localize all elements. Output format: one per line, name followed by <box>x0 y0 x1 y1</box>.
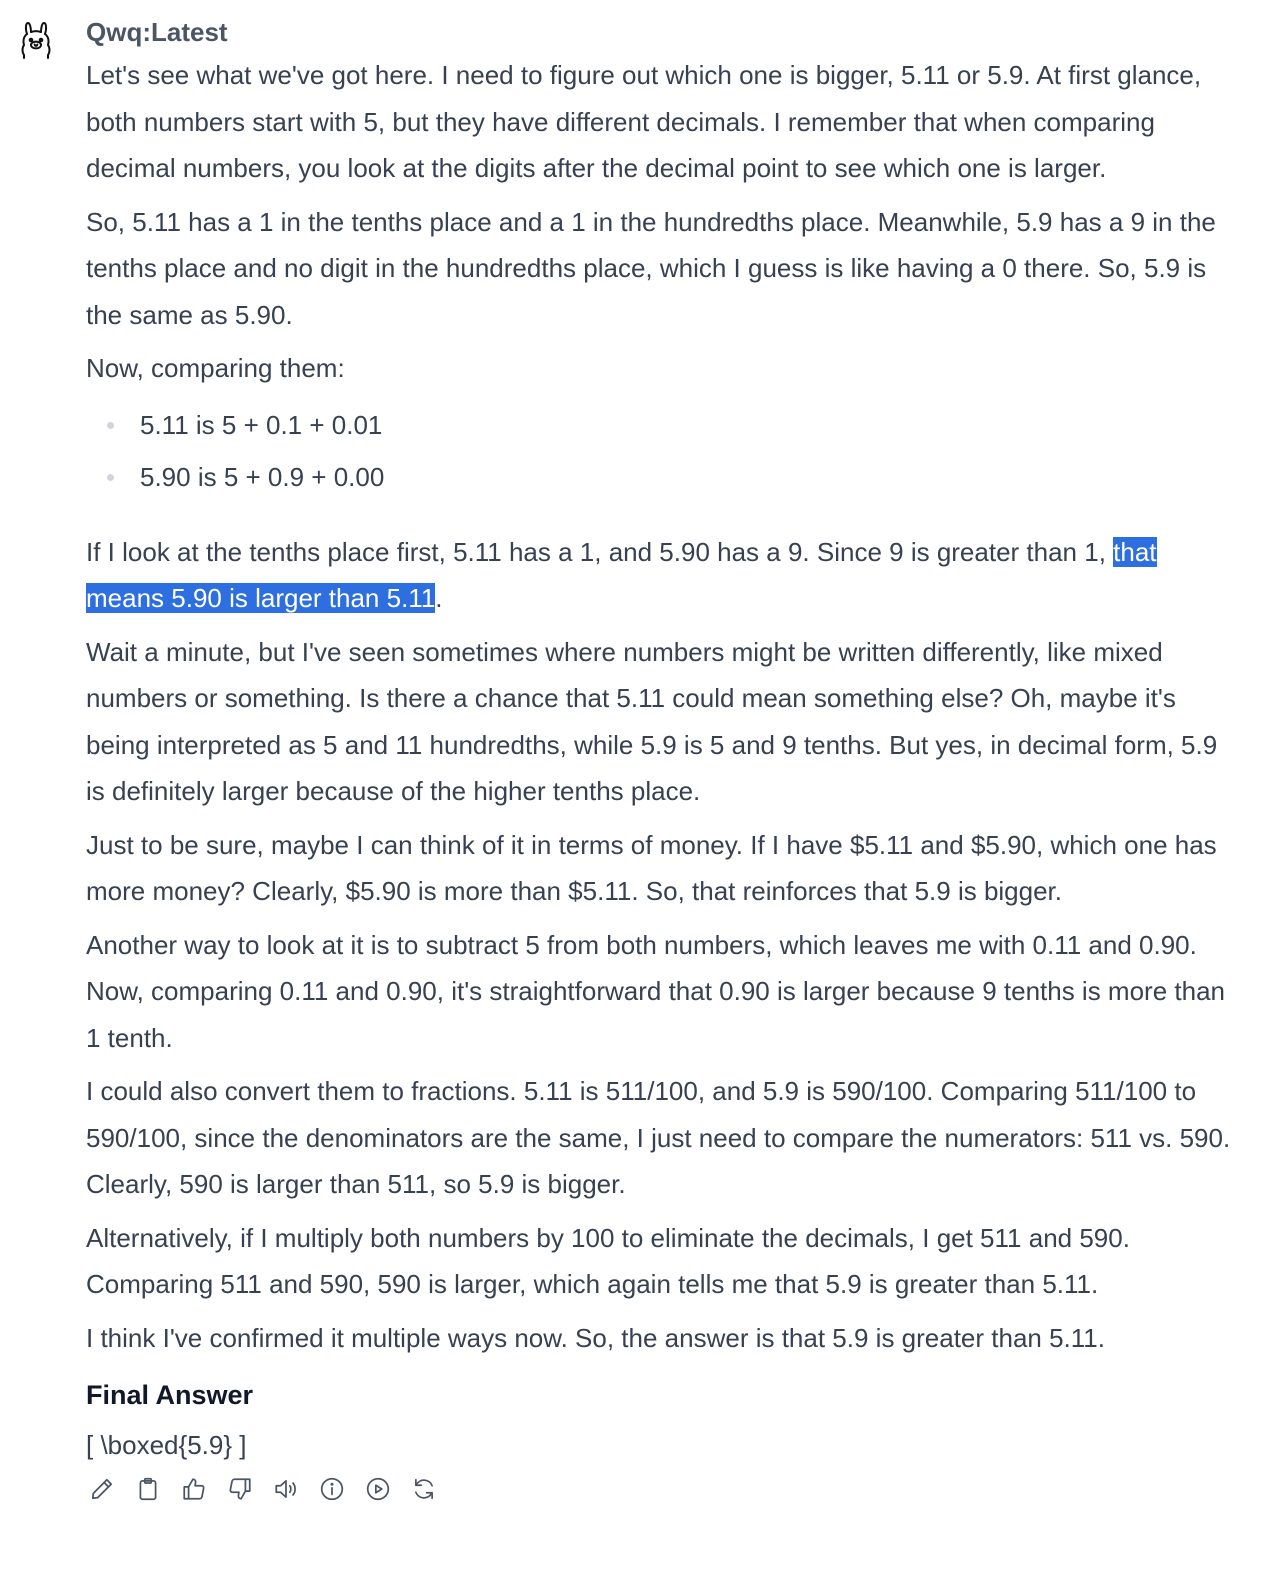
selected-text[interactable]: means 5.90 is larger than 5.11 <box>86 583 436 613</box>
edit-button[interactable] <box>86 1473 118 1505</box>
info-icon <box>319 1476 345 1502</box>
paragraph-3: Now, comparing them: <box>86 353 345 383</box>
bad-response-button[interactable] <box>224 1473 256 1505</box>
copy-button[interactable] <box>132 1473 164 1505</box>
good-response-button[interactable] <box>178 1473 210 1505</box>
generation-info-button[interactable] <box>316 1473 348 1505</box>
paragraph-8: I could also convert them to fractions. 5.11 is 511/100, and 5.9 is 590/100. Comparing 511/100 to 590/100, since the denominators are the same, I just need to compare the numerators: 511 vs. 590. Clearly, 590 is larger than 511, so 5.9 is bigger. <box>86 1076 1231 1199</box>
continue-button[interactable] <box>362 1473 394 1505</box>
paragraph-9: Alternatively, if I multiply both numbers by 100 to eliminate the decimals, I get 511 and 590. Comparing 511 and 590, 590 is larger, which again tells me that 5.9 is greater than 5.11. <box>86 1222 1130 1299</box>
paragraph-10: I think I've confirmed it multiple ways now. So, the answer is that 5.9 is greater than 5.11. <box>86 1322 1105 1353</box>
refresh-icon <box>411 1476 437 1502</box>
message-toolbar <box>86 1473 1236 1505</box>
regenerate-button[interactable] <box>408 1473 440 1505</box>
text-after-selection: . <box>435 583 443 613</box>
paragraph-5: Wait a minute, but I've seen sometimes where numbers might be written differently, like mixed numbers or something. Is there a chance that 5.11 could mean something else? Oh, maybe it's being interpreted as 5 and 11 hundredths, while 5.9 is 5 and 9 tenths. But yes, in decimal form, 5.9 is definitely larger because of the higher tenths place. <box>86 636 1218 806</box>
paragraph-1: Let's see what we've got here. I need to figure out which one is bigger, 5.11 or 5.9. At first glance, both numbers start with 5, but they have different decimals. I remember that when comparing decimal numbers, you look at the digits after the decimal point to see which one is larger. <box>86 60 1202 183</box>
final-answer: [ \boxed{5.9} ] <box>86 1430 247 1460</box>
list-item: 5.11 is 5 + 0.1 + 0.01 <box>86 399 1236 451</box>
comparison-list <box>86 399 1236 503</box>
pencil-icon <box>89 1476 115 1502</box>
ollama-avatar-icon <box>18 20 54 60</box>
list-item: 5.90 is 5 + 0.9 + 0.00 <box>86 451 1236 503</box>
speaker-icon <box>273 1476 299 1502</box>
model-name: Qwq:Latest <box>86 17 228 47</box>
play-icon <box>365 1476 391 1502</box>
paragraph-7: Another way to look at it is to subtract 5 from both numbers, which leaves me with 0.11 and 0.90. Now, comparing 0.11 and 0.90, it's straightforward that 0.90 is larger because 9 tenths is more than 1 tenth. <box>86 929 1225 1053</box>
final-answer-heading: Final Answer <box>86 1380 254 1410</box>
selected-text[interactable]: that <box>1113 536 1157 567</box>
thumbs-down-icon <box>227 1476 253 1502</box>
assistant-message <box>86 14 1236 1505</box>
read-aloud-button[interactable] <box>270 1473 302 1505</box>
paragraph-6: Just to be sure, maybe I can think of it in terms of money. If I have $5.11 and $5.90, which one has more money? Clearly, $5.90 is more than $5.11. So, that reinforces that 5.9 is bigger. <box>86 829 1217 906</box>
paragraph-2: So, 5.11 has a 1 in the tenths place and a 1 in the hundredths place. Meanwhile, 5.9 has a 9 in the tenths place and no digit in the hundredths place, which I guess is like having a 0 there. So, 5.9 is the same as 5.90. <box>86 206 1216 330</box>
text-before-selection: If I look at the tenths place first, 5.11 has a 1, and 5.90 has a 9. Since 9 is greater than 1, <box>86 536 1114 567</box>
thumbs-up-icon <box>181 1476 207 1502</box>
clipboard-icon <box>135 1476 161 1502</box>
paragraph-4 <box>86 529 1236 622</box>
